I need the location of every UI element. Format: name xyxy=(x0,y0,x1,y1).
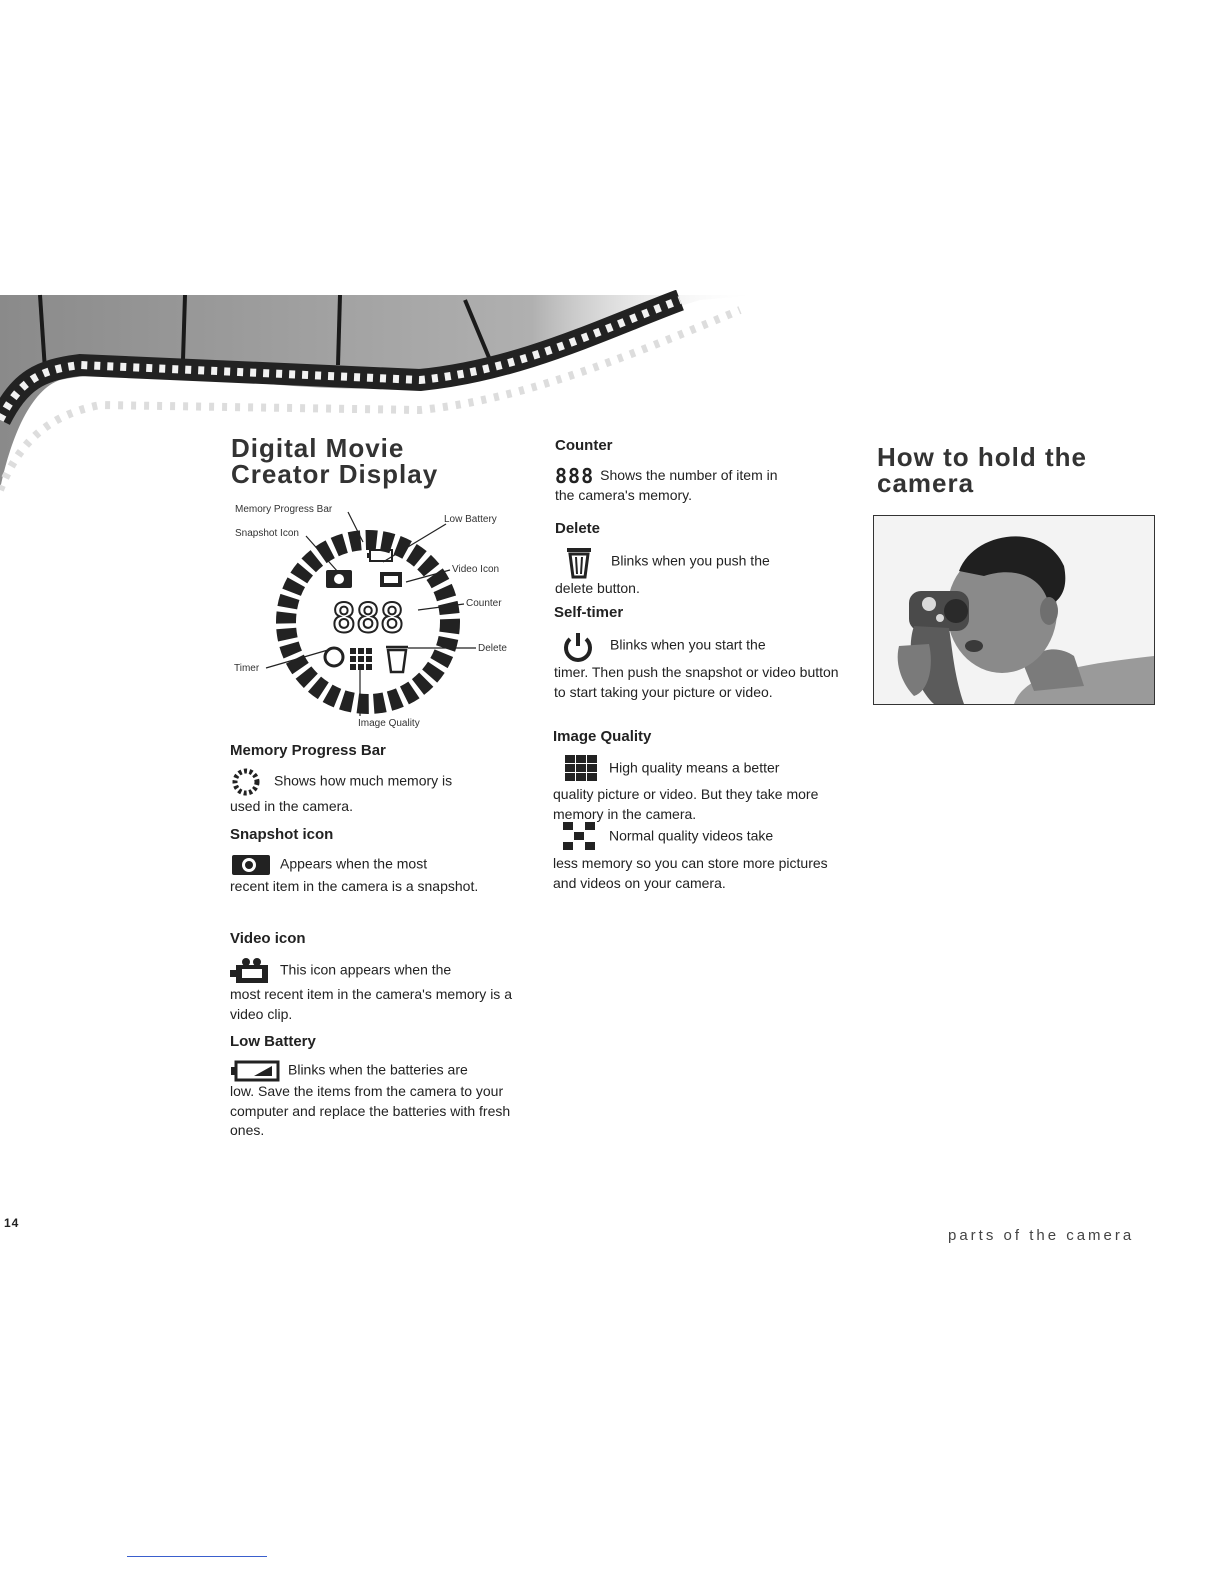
label-low-battery: Low Battery xyxy=(444,514,497,525)
video-camera-icon xyxy=(230,957,272,985)
bottom-divider-line xyxy=(127,1556,267,1557)
section-text-line1: Shows the number of item in xyxy=(600,467,778,483)
section-snapshot-icon xyxy=(230,826,515,897)
label-delete: Delete xyxy=(478,643,507,654)
heading-line-1: Digital Movie xyxy=(231,433,405,463)
section-text-rest: recent item in the camera is a snapshot. xyxy=(230,878,479,894)
section-text-line1: Shows how much memory is xyxy=(274,772,453,789)
lcd-dial-graphic xyxy=(228,500,528,735)
section-text-rest: most recent item in the camera's memory is a video clip. xyxy=(230,986,512,1022)
section-image-quality xyxy=(553,728,838,824)
heading-line-1: How to hold the xyxy=(877,442,1087,472)
section-self-timer xyxy=(554,604,839,702)
battery-icon xyxy=(230,1060,280,1082)
section-memory-progress-bar xyxy=(230,742,515,817)
page-number: 14 xyxy=(4,1216,20,1230)
section-delete xyxy=(555,520,840,599)
section-title: Counter xyxy=(555,437,613,454)
high-quality-grid-icon xyxy=(553,753,601,785)
section-text-rest: delete button. xyxy=(555,580,640,596)
display-digits: 888 xyxy=(331,596,405,642)
label-snapshot-icon: Snapshot Icon xyxy=(235,528,299,539)
section-title: Low Battery xyxy=(230,1033,316,1050)
photo-illustration xyxy=(874,516,1154,704)
label-video-icon: Video Icon xyxy=(452,564,500,575)
counter-glyph-icon: 888 xyxy=(555,463,595,488)
section-text-line1: Blinks when you start the xyxy=(610,636,766,653)
section-title: Image Quality xyxy=(553,728,652,745)
section-text-rest: used in the camera. xyxy=(230,798,353,814)
camera-icon xyxy=(230,853,272,877)
hold-camera-heading xyxy=(877,444,1177,496)
heading-line-2: Creator Display xyxy=(231,459,439,489)
section-text-rest: less memory so you can store more pictures and videos on your camera. xyxy=(553,855,828,891)
section-title: Memory Progress Bar xyxy=(230,742,386,759)
section-footer-label: parts of the camera xyxy=(948,1227,1135,1244)
section-text-line1: Appears when the most xyxy=(280,855,428,872)
section-text-rest: quality picture or video. But they take more memory in the camera. xyxy=(553,786,819,822)
section-text-line1: High quality means a better xyxy=(609,759,780,776)
trash-icon xyxy=(555,545,603,579)
section-title: Delete xyxy=(555,520,601,537)
section-text-line1: Blinks when you push the xyxy=(611,552,770,569)
timer-icon xyxy=(554,629,602,663)
section-low-battery xyxy=(230,1033,515,1141)
section-text-line1: This icon appears when the xyxy=(280,961,452,978)
heading-line-2: camera xyxy=(877,468,975,498)
section-text-rest: the camera's memory. xyxy=(555,487,693,504)
section-title: Video icon xyxy=(230,930,306,947)
section-title: Self-timer xyxy=(554,604,624,621)
section-text-rest: low. Save the items from the camera to your computer and replace the batteries with fresh ones. xyxy=(230,1083,511,1138)
label-memory-progress-bar: Memory Progress Bar xyxy=(235,504,333,515)
person-holding-camera-photo xyxy=(873,515,1155,705)
label-counter: Counter xyxy=(466,598,502,609)
label-image-quality: Image Quality xyxy=(358,718,420,729)
section-text-line1: Normal quality videos take xyxy=(609,827,774,844)
normal-quality-grid-icon xyxy=(553,820,601,854)
memory-ring-icon xyxy=(230,767,266,797)
section-normal-quality xyxy=(553,820,838,893)
label-timer: Timer xyxy=(234,663,260,674)
section-title: Snapshot icon xyxy=(230,826,334,843)
lcd-display-diagram xyxy=(228,500,528,735)
display-section-heading xyxy=(231,435,521,487)
section-text-line1: Blinks when the batteries are xyxy=(288,1061,468,1078)
section-video-icon xyxy=(230,930,515,1024)
section-text-rest: timer. Then push the snapshot or video button to start taking your picture or video. xyxy=(554,664,839,700)
section-counter xyxy=(555,437,840,506)
